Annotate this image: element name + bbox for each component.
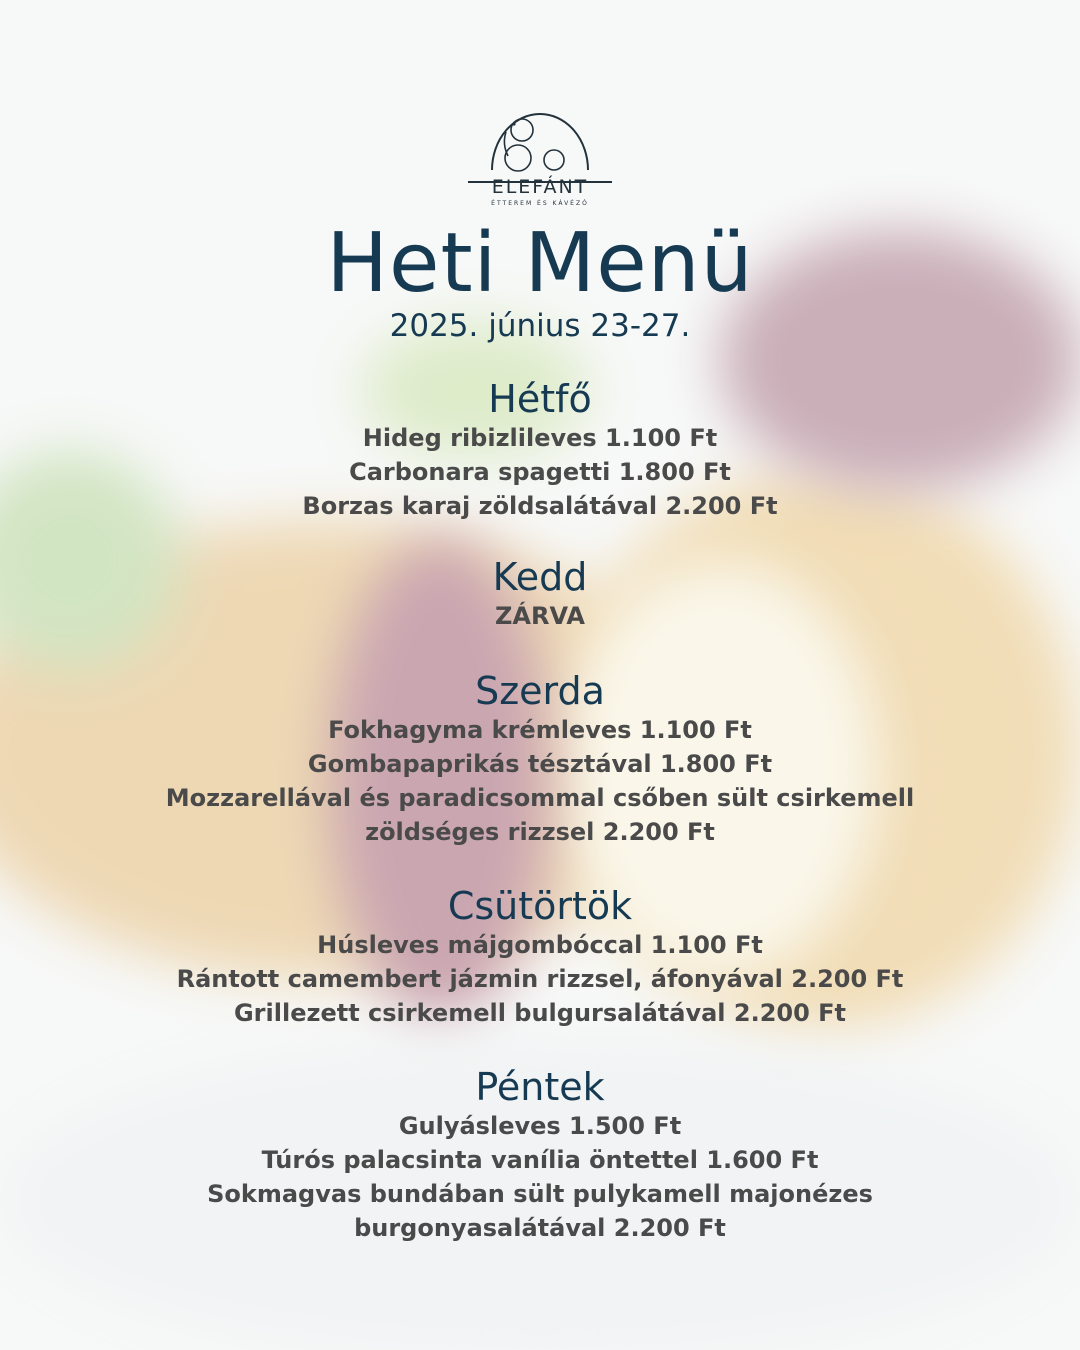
menu-item: Húsleves májgombóccal 1.100 Ft [317,931,763,959]
menu-item: Sokmagvas bundában sült pulykamell majonézes [207,1180,873,1208]
day-name: Csütörtök [447,884,633,928]
day-monday [0,377,1080,523]
day-name: Szerda [475,669,605,713]
date-range: 2025. június 23-27. [389,308,691,344]
menu-item: Borzas karaj zöldsalátával 2.200 Ft [302,492,778,520]
day-wednesday [0,669,1080,849]
menu-item: Gombapaprikás tésztával 1.800 Ft [307,750,773,778]
menu-item: zöldséges rizzsel 2.200 Ft [365,818,715,846]
day-name: Kedd [492,555,588,599]
day-tuesday [0,555,1080,633]
menu-item: Fokhagyma krémleves 1.100 Ft [328,716,752,744]
brand-logo [462,104,618,216]
day-friday [0,1065,1080,1245]
menu-item: Túrós palacsinta vanília öntettel 1.600 Ft [261,1146,819,1174]
brand-tagline: ÉTTEREM ÉS KÁVÉZÓ [491,200,589,207]
brand-name: ELEFÁNT [491,176,589,198]
page-title: Heti Menü [326,216,754,311]
menu-item: Carbonara spagetti 1.800 Ft [349,458,731,486]
menu-item: burgonyasalátával 2.200 Ft [354,1214,726,1242]
menu-item: Rántott camembert jázmin rizzsel, áfonyával 2.200 Ft [176,965,904,993]
menu-item: Grillezett csirkemell bulgursalátával 2.200 Ft [233,999,847,1027]
menu-item: Mozzarellával és paradicsommal csőben sült csirkemell [165,784,915,812]
menu-item: Gulyásleves 1.500 Ft [398,1112,682,1140]
day-name: Hétfő [488,377,592,421]
day-thursday [0,884,1080,1030]
menu-item: Hideg ribizlileves 1.100 Ft [362,424,718,452]
closed-notice: ZÁRVA [495,602,585,630]
day-name: Péntek [475,1065,605,1109]
elephant-logo-icon [462,104,618,184]
